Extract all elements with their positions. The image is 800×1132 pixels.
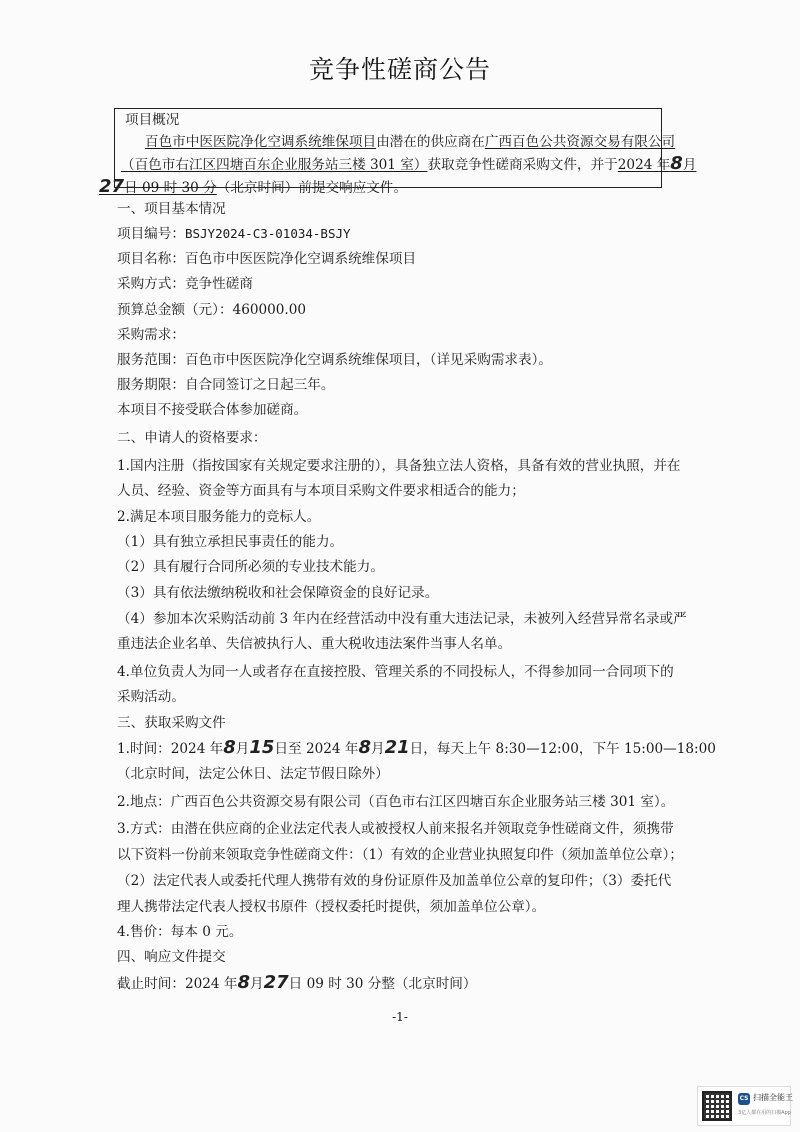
overview-line-2: （百色市右江区四塘百东企业服务站三楼 301 室）获取竞争性磋商采购文件，并于2024 年8月	[121, 153, 697, 174]
section-3-heading: 三、获取采购文件	[117, 715, 226, 731]
section-4-heading: 四、响应文件提交	[117, 949, 226, 965]
section-2-heading: 二、申请人的资格要求：	[117, 430, 267, 446]
acquire-time: 1.时间：2024 年8月15日至 2024 年8月21日，每天上午 8:30—12:00，下午 15:00—18:00	[117, 737, 716, 758]
acquire-way-4: 理人携带法定代表人授权书原件（授权委托时提供，须加盖单位公章）。	[117, 899, 546, 915]
acquire-way-1: 3.方式：由潜在供应商的企业法定代表人或被授权人前来报名并领取竞争性磋商文件，须携带	[117, 821, 674, 837]
procurement-need: 采购需求：	[117, 327, 185, 343]
submission-deadline: 截止时间：2024 年8月27日 09 时 30 分整（北京时间）	[117, 972, 477, 993]
project-code: 项目编号：BSJY2024-C3-01034-BSJY	[117, 226, 351, 242]
scanner-app-tagline: 3亿人都在用的扫描App	[738, 1110, 791, 1116]
project-overview-box	[99, 108, 697, 197]
scanner-app-name: 扫描全能王	[753, 1093, 793, 1102]
qualification-2-1: （1）具有独立承担民事责任的能力。	[117, 534, 344, 550]
page-number: -1-	[392, 1010, 408, 1024]
qualification-2-4b: 重违法企业名单、失信被执行人、重大税收违法案件当事人名单。	[117, 636, 512, 652]
overview-line-3: 27日 09 时 30 分（北京时间）前提交响应文件。	[99, 176, 408, 197]
procurement-method: 采购方式：竞争性磋商	[117, 276, 253, 292]
qualification-1a: 1.国内注册（指按国家有关规定要求注册的），具备独立法人资格，具备有效的营业执照，并在	[117, 458, 681, 474]
acquire-place: 2.地点：广西百色公共资源交易有限公司（百色市右江区四塘百东企业服务站三楼 301 室）。	[117, 794, 675, 810]
overview-label: 项目概况	[125, 112, 180, 128]
qualification-2-4a: （4）参加本次采购活动前 3 年内在经营活动中没有重大违法记录，未被列入经营异常名录或严	[117, 611, 687, 627]
consortium-note: 本项目不接受联合体参加磋商。	[117, 402, 308, 418]
qualification-1b: 人员、经验、资金等方面具有与本项目采购文件要求相适合的能力；	[117, 483, 525, 499]
acquire-time-note: （北京时间，法定公休日、法定节假日除外）	[117, 766, 389, 782]
page-title: 竞争性磋商公告	[308, 55, 491, 84]
qr-code-icon	[702, 1091, 732, 1121]
service-period: 服务期限：自合同签订之日起三年。	[117, 377, 335, 393]
overview-deadline-date: 2024 年8月	[617, 153, 697, 174]
acquire-way-2: 以下资料一份前来领取竞争性磋商文件：（1）有效的企业营业执照复印件（须加盖单位公章）；	[117, 847, 683, 863]
qualification-2: 2.满足本项目服务能力的竞标人。	[117, 509, 321, 525]
qualification-2-2: （2）具有履行合同所必须的专业技术能力。	[117, 559, 384, 575]
qualification-2-3: （3）具有依法缴纳税收和社会保障资金的良好记录。	[117, 585, 439, 601]
acquire-way-3: （2）法定代表人或委托代理人携带有效的身份证原件及加盖单位公章的复印件；（3）委托代	[117, 873, 672, 889]
qualification-4a: 4.单位负责人为同一人或者存在直接控股、管理关系的不同投标人，不得参加同一合同项下的	[117, 664, 674, 680]
service-scope: 服务范围：百色市中医医院净化空调系统维保项目，（详见采购需求表）。	[117, 352, 552, 368]
project-name: 项目名称：百色市中医医院净化空调系统维保项目	[117, 251, 417, 267]
price: 4.售价：每本 0 元。	[117, 924, 243, 940]
overview-project-name: 百色市中医医院净化空调系统维保项目	[145, 134, 377, 150]
overview-deadline-time: 27日 09 时 30 分	[99, 176, 217, 197]
overview-agency: 广西百色公共资源交易有限公司	[484, 134, 676, 150]
section-1-heading: 一、项目基本情况	[117, 201, 226, 217]
overview-address: （百色市右江区四塘百东企业服务站三楼 301 室）	[121, 157, 428, 173]
budget: 预算总金额（元）：460000.00	[117, 302, 307, 318]
camscanner-logo-icon: CS	[738, 1093, 750, 1105]
scanner-watermark	[697, 1086, 791, 1126]
qualification-4b: 采购活动。	[117, 689, 185, 705]
overview-line-1: 百色市中医医院净化空调系统维保项目由潜在的供应商在广西百色公共资源交易有限公司	[145, 134, 676, 150]
